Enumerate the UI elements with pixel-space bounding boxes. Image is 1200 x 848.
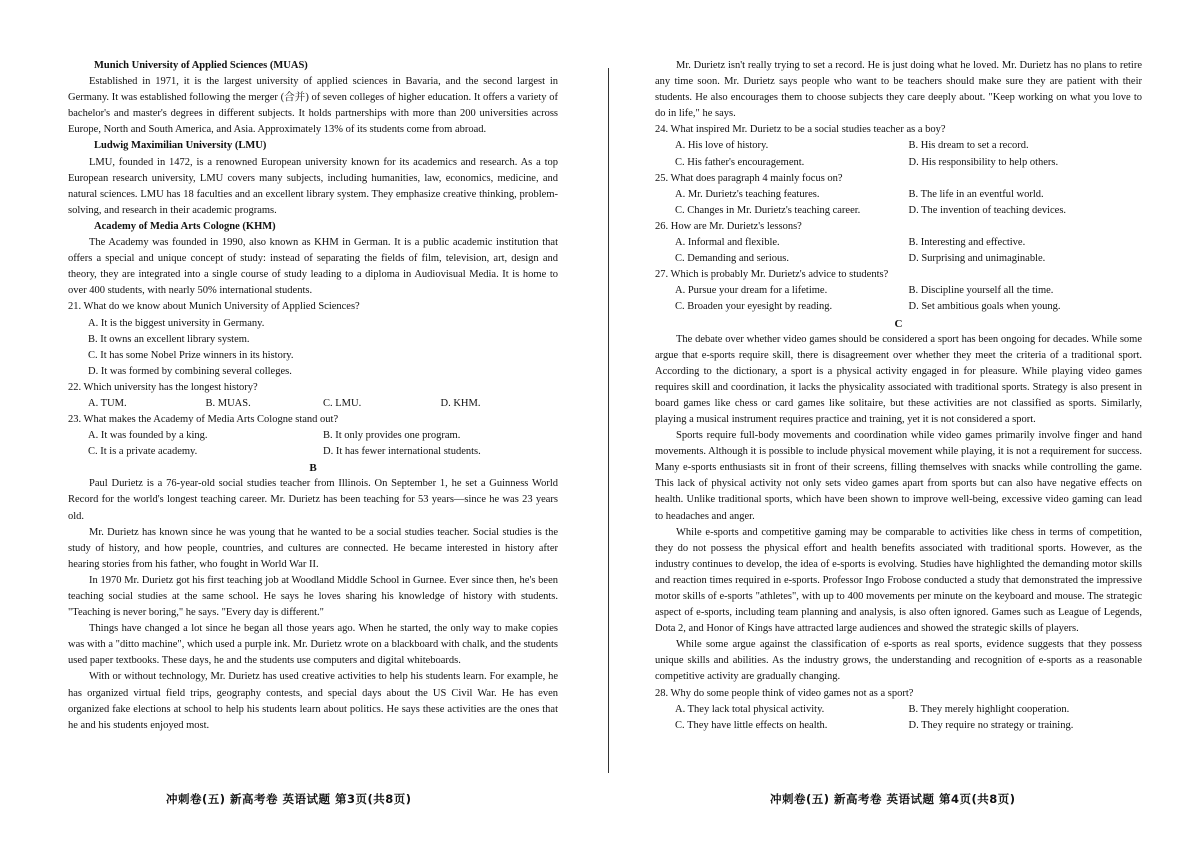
q25-option-a: A. Mr. Durietz's teaching features. [675,188,820,200]
b-paragraph-6: Mr. Durietz isn't really trying to set a record. He is just doing what he loved. Mr. Durietz has no plans to retire any time soon. Mr. Durietz says people who want to be teachers should make sure they are patient with their students. He also encourages them to choose subjects they care deeply about. "Keep working on what you love to do in life," he says. [655,60,1142,120]
q22-option-a: A. TUM. [88,397,127,409]
q26-option-d: D. Surprising and unimaginable. [908,253,1046,265]
q23-option-d: D. It has fewer international students. [323,446,481,458]
q23-option-b: B. It only provides one program. [323,430,461,442]
q25-options-row2 [655,203,1142,219]
q24-option-a: A. His love of history. [675,140,769,152]
question-27: 27. Which is probably Mr. Durietz's advice to students? [655,269,889,281]
q26-option-c: C. Demanding and serious. [675,253,790,265]
question-21: 21. What do we know about Munich University of Applied Sciences? [68,301,360,313]
q25-option-d: D. The invention of teaching devices. [908,204,1067,216]
q22-option-c: C. LMU. [323,397,362,409]
q27-option-c: C. Broaden your eyesight by reading. [675,301,833,313]
lmu-paragraph: LMU, founded in 1472, is a renowned European university known for its academics and research. As a top European research university, LMU covers many subjects, including humanities, law, economics, medicine, and natural sciences. LMU has 18 faculties and an excellent library system. They emphasize creative thinking, problem-solving, and research in their academic programs. [68,156,558,216]
khm-heading: Academy of Media Arts Cologne (KHM) [94,220,276,232]
question-23: 23. What makes the Academy of Media Arts Cologne stand out? [68,414,339,426]
question-22: 22. Which university has the longest history? [68,381,258,393]
q22-option-d: D. KHM. [440,397,481,409]
q26-option-b: B. Interesting and effective. [908,237,1026,249]
section-c-heading: C [894,317,903,330]
q21-option-c: C. It has some Nobel Prize winners in its history. [88,349,294,361]
q24-options-row2 [655,155,1142,171]
q23-option-c: C. It is a private academy. [88,446,198,458]
q27-options-row1 [655,283,1142,299]
b-paragraph-1: Paul Durietz is a 76-year-old social studies teacher from Illinois. On September 1, he set a Guinness World Record for the world's longest teaching career. Mr. Durietz has been teaching for 53 years—since he was 23 years old. [68,478,558,522]
q27-option-d: D. Set ambitious goals when young. [908,301,1061,313]
q25-options-row1 [655,187,1142,203]
q24-option-d: D. His responsibility to help others. [908,156,1059,168]
right-page-footer: 冲刺卷(五) 新高考卷 英语试题 第4页(共8页) [770,792,1016,806]
b-paragraph-4: Things have changed a lot since he began all those years ago. When he started, the only way to make copies was with a "ditto machine", which used a purple ink. Mr. Durietz wrote on a blackboard with chalk, and the students used paper textbooks. These days, he and the students use computers and digital whiteboards. [68,623,558,667]
q28-options-row1 [655,702,1142,718]
question-26: 26. How are Mr. Durietz's lessons? [655,220,802,232]
q28-option-d: D. They require no strategy or training. [908,719,1074,731]
q28-option-a: A. They lack total physical activity. [675,703,825,715]
q24-options-row1 [655,138,1142,154]
muas-heading: Munich University of Applied Sciences (MUAS) [94,60,308,71]
q26-options-row1 [655,235,1142,251]
khm-paragraph: The Academy was founded in 1990, also known as KHM in German. It is a public academic institution that offers a special and unique concept of study: instead of separating the fields of film, television, art, design and theory, they are integrated into a single course of study leading to a diploma in Audiovisual Media. It is home to over 400 students, with nearly 50% international students. [68,237,558,297]
q22-options [68,396,558,412]
q21-option-d: D. It was formed by combining several colleges. [88,365,292,377]
c-paragraph-2: Sports require full-body movements and coordination while video games primarily involve finger and hand movements. Although it is possible to include physical movement while playing, it is not a requirement for success. Many e-sports enthusiasts sit in front of their screens, filling themselves with snacks while controlling the game. This lack of physical activity not only sets video games apart from sports but can also have negative effects on health. Unlike traditional sports, which have been shown to improve well-being, excessive video gaming can lead to headaches and anger. [655,430,1142,522]
left-page [68,58,558,734]
q27-option-b: B. Discipline yourself all the time. [908,285,1054,297]
lmu-heading: Ludwig Maximilian University (LMU) [94,140,267,152]
q25-option-b: B. The life in an eventful world. [908,188,1044,200]
q21-option-b: B. It owns an excellent library system. [88,333,250,345]
q21-option-a: A. It is the biggest university in Germany. [88,317,265,329]
q23-option-a: A. It was founded by a king. [88,430,208,442]
q23-options-row1 [68,428,558,444]
section-b-heading: B [309,462,317,475]
q26-option-a: A. Informal and flexible. [675,237,780,249]
muas-paragraph: Established in 1971, it is the largest university of applied sciences in Bavaria, and the second largest in Germany. It was established following the merger (合并) of seven colleges of higher education. It offers a variety of bachelor's and master's degrees in different subjects. It holds partnerships with more than 200 universities across Europe, North and South America, and Asia. Approximately 13% of its students come from abroad. [68,76,558,136]
q22-option-b: B. MUAS. [205,397,251,409]
question-28: 28. Why do some people think of video games not as a sport? [655,687,914,699]
q28-options-row2 [655,718,1142,734]
c-paragraph-3: While e-sports and competitive gaming may be comparable to activities like chess in terms of competition, they do not possess the physical effort and health benefits associated with traditional sports. However, as the industry continues to develop, the idea of e-sports is evolving. Studies have highlighted the demanding motor skills and reaction times required in e-sports. Professor Ingo Frobose conducted a study that demonstrated the impressive motor skills of e-sports "athletes", with up to 400 movements per minute on the keyboard and mouse. The strategic aspect of e-sports, including team planning and analysis, is also often ignored. Games such as League of Legends, Dota 2, and Honor of Kings have attracted large audiences and showed the strategic skills of players. [655,526,1142,635]
b-paragraph-2: Mr. Durietz has known since he was young that he wanted to be a social studies teacher. Social studies is the study of history, and how people, countries, and cultures are connected. He became interested in history after hearing stories from his father, who fought in World War II. [68,526,558,570]
q28-option-c: C. They have little effects on health. [675,719,828,731]
q24-option-c: C. His father's encouragement. [675,156,805,168]
question-24: 24. What inspired Mr. Durietz to be a social studies teacher as a boy? [655,124,946,136]
q25-option-c: C. Changes in Mr. Durietz's teaching career. [675,204,861,216]
q27-option-a: A. Pursue your dream for a lifetime. [675,285,828,297]
question-25: 25. What does paragraph 4 mainly focus on? [655,172,843,184]
page-divider [608,68,609,773]
b-paragraph-5: With or without technology, Mr. Durietz has used creative activities to help his students learn. For example, he has organized virtual field trips, geography contests, and special days about the US Civil War. He has even organized fake elections at school to help his students learn about politics. He says these activities are the ones that he and his students enjoyed most. [68,671,558,731]
q27-options-row2 [655,299,1142,315]
c-paragraph-4: While some argue against the classification of e-sports as real sports, evidence suggests that they possess unique skills and abilities. As the industry grows, the understanding and recognition of e-sports as a reasonable competitive activity are gradually changing. [655,639,1142,683]
right-page [655,58,1142,734]
q24-option-b: B. His dream to set a record. [908,140,1029,152]
q26-options-row2 [655,251,1142,267]
c-paragraph-1: The debate over whether video games should be considered a sport has been ongoing for decades. While some argue that e-sports require skill, there is disagreement over whether they meet the criteria of a traditional sport. According to the dictionary, a sport is a physical activity engaged in for pleasure. While playing video games requires skill and coordination, it lacks the physicality associated with traditional sports. Strategy is also present in board games like chess or card games like solitaire, but these activities are not classified as sports. Similarly, playing a musical instrument requires practice and training, yet it is not considered a sport. [655,333,1142,425]
q23-options-row2 [68,444,558,460]
b-paragraph-3: In 1970 Mr. Durietz got his first teaching job at Woodland Middle School in Gurnee. Ever since then, he's been teaching social studies at the same school. He says he loves sharing his knowledge of history with students. "Teaching is never boring," he says. "Every day is different." [68,574,558,619]
left-page-footer: 冲刺卷(五) 新高考卷 英语试题 第3页(共8页) [166,792,412,806]
q28-option-b: B. They merely highlight cooperation. [908,703,1070,715]
